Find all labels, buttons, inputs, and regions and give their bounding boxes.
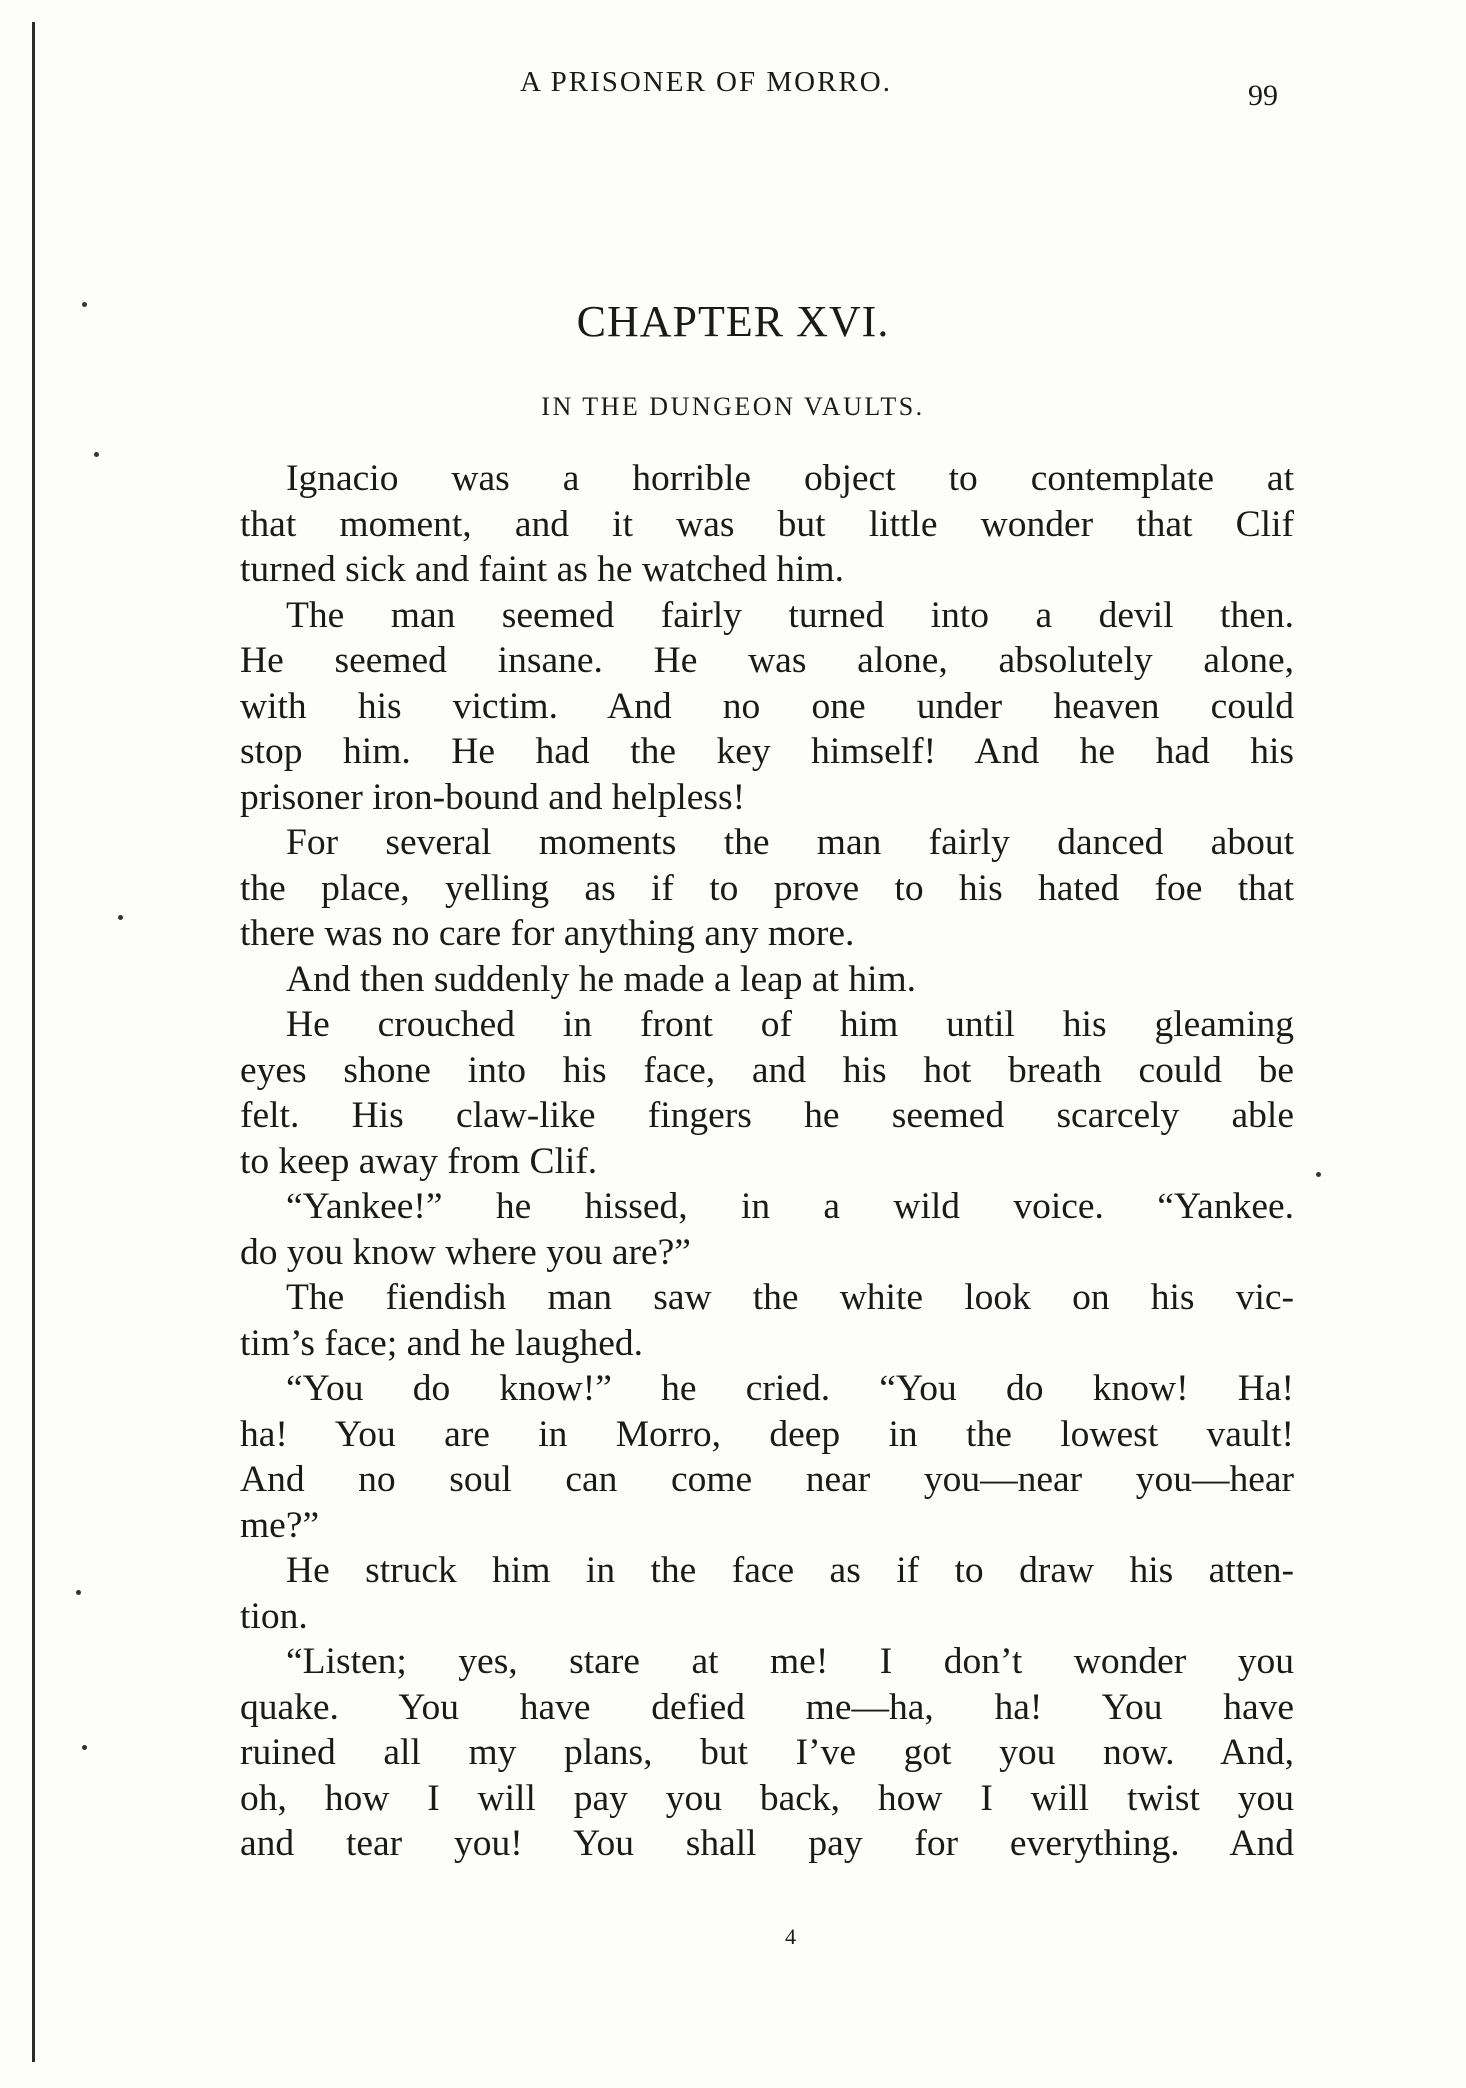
running-title: A PRISONER OF MORRO.	[520, 66, 892, 98]
print-speck	[82, 302, 87, 307]
running-head	[0, 66, 1466, 112]
text-line: Ignacio was a horrible object to contemplate at	[286, 458, 1294, 499]
signature-mark: 4	[785, 1924, 796, 1949]
chapter-title: CHAPTER XVI.	[576, 297, 890, 346]
text-line: tim’s face; and he laughed.	[240, 1322, 643, 1364]
text-line: “Yankee!” he hissed, in a wild voice. “Yankee.	[286, 1186, 1294, 1227]
text-line: The man seemed fairly turned into a devil then.	[286, 594, 1294, 636]
text-line: “Listen; yes, stare at me! I don’t wonder you	[286, 1641, 1294, 1682]
print-speck	[76, 1590, 81, 1595]
text-line: prisoner iron-bound and helpless!	[240, 776, 746, 818]
text-line: eyes shone into his face, and his hot breath could be	[240, 1049, 1294, 1091]
print-speck	[1316, 1172, 1321, 1177]
text-line: that moment, and it was but little wonder that Clif	[240, 503, 1294, 545]
text-line: “You do know!” he cried. “You do know! Ha!	[286, 1368, 1294, 1409]
body-text	[240, 456, 1294, 1867]
text-line: For several moments the man fairly danced about	[286, 822, 1294, 863]
text-line: stop him. He had the key himself! And he had his	[240, 731, 1294, 772]
print-speck	[118, 915, 123, 920]
print-speck	[94, 452, 99, 457]
text-line: felt. His claw-like fingers he seemed scarcely able	[240, 1095, 1294, 1136]
text-line: He seemed insane. He was alone, absolutely alone,	[240, 640, 1294, 681]
page-number: 99	[1248, 79, 1278, 112]
text-line: And then suddenly he made a leap at him.	[286, 958, 917, 1000]
text-line: quake. You have defied me—ha, ha! You have	[240, 1686, 1294, 1728]
text-line: do you know where you are?”	[240, 1231, 691, 1273]
text-line: ruined all my plans, but I’ve got you now. And,	[240, 1732, 1294, 1773]
text-line: the place, yelling as if to prove to his hated foe that	[240, 867, 1294, 909]
text-line: ha! You are in Morro, deep in the lowest vault!	[240, 1413, 1294, 1455]
text-line: tion.	[240, 1595, 308, 1637]
print-speck	[82, 1745, 87, 1750]
text-line: and tear you! You shall pay for everything. And	[240, 1823, 1294, 1864]
text-line: And no soul can come near you—near you—hear	[240, 1459, 1294, 1500]
text-line: with his victim. And no one under heaven could	[240, 685, 1294, 727]
text-line: me?”	[240, 1504, 320, 1546]
text-line: oh, how I will pay you back, how I will twist you	[240, 1777, 1294, 1819]
text-line: to keep away from Clif.	[240, 1140, 598, 1182]
text-line: The fiendish man saw the white look on his vic-	[286, 1277, 1294, 1318]
text-line: there was no care for anything any more.	[240, 913, 855, 954]
text-line: turned sick and faint as he watched him.	[240, 549, 844, 590]
text-line: He crouched in front of him until his gleaming	[286, 1004, 1294, 1045]
text-line: He struck him in the face as if to draw his atten-	[286, 1550, 1294, 1591]
chapter-subtitle: IN THE DUNGEON VAULTS.	[541, 392, 925, 421]
